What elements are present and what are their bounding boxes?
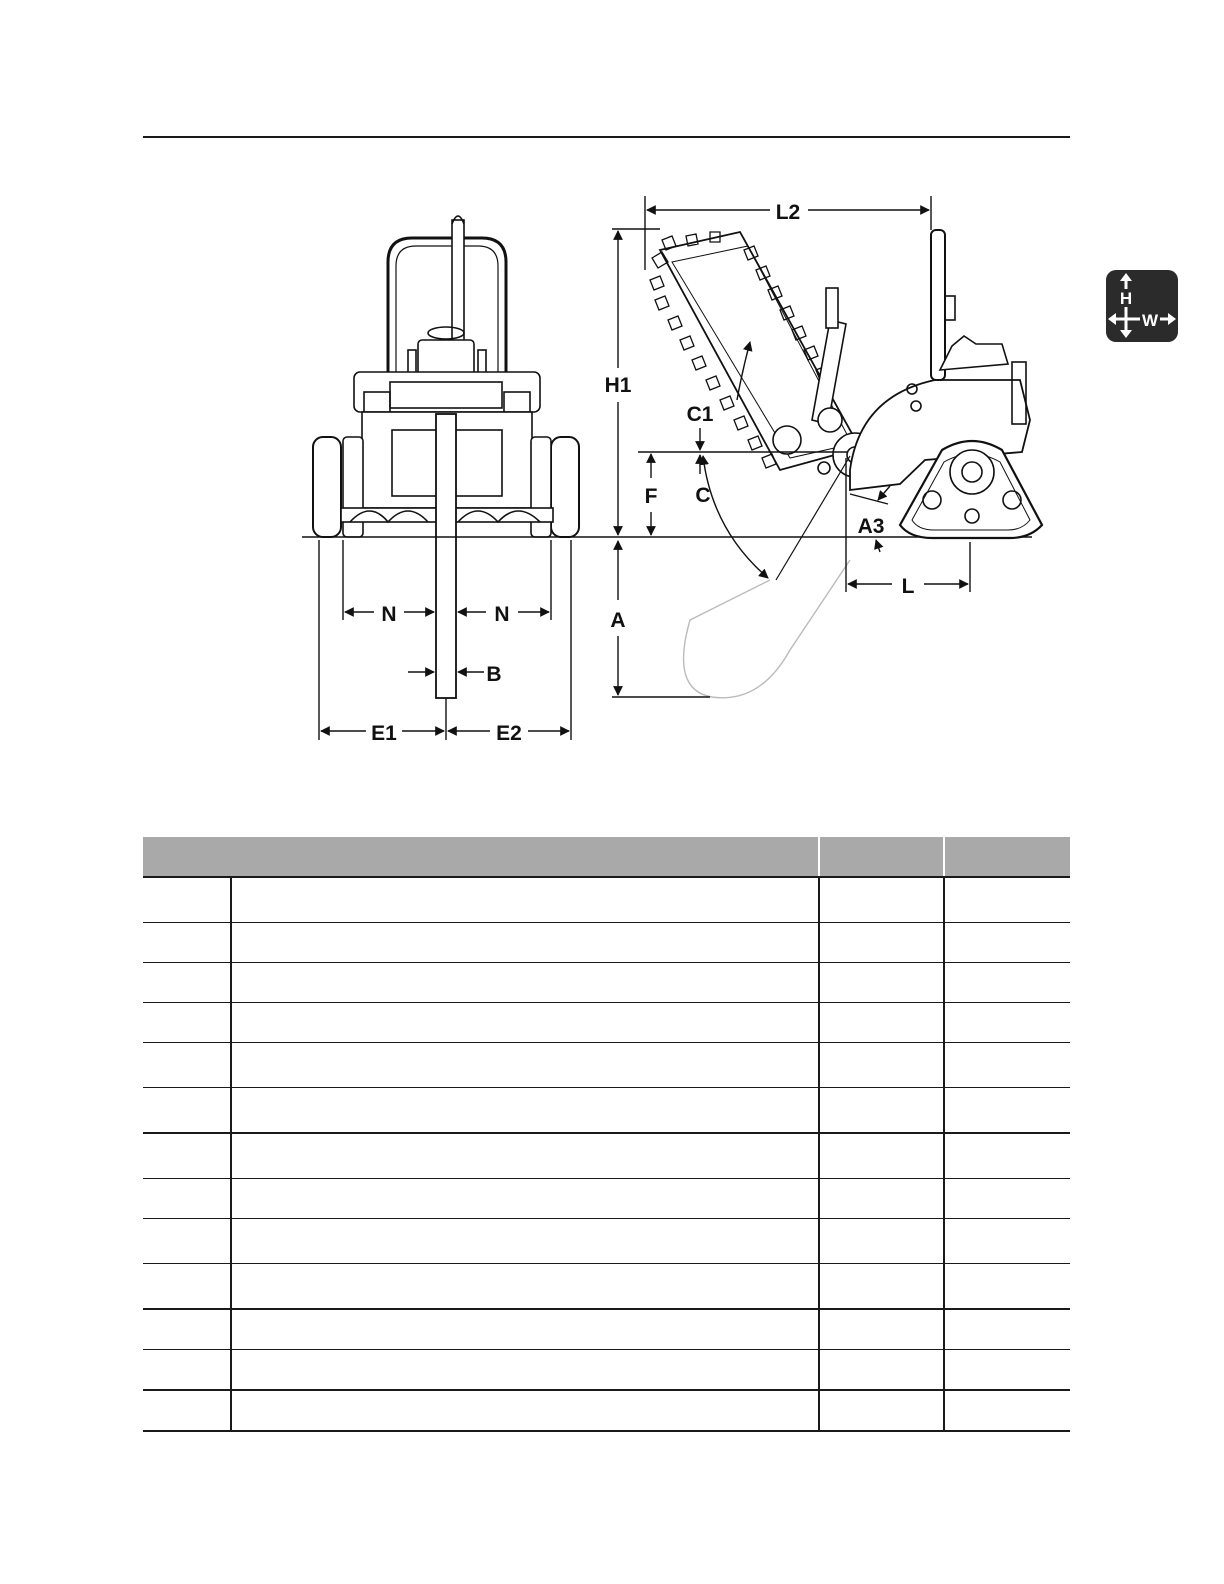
cell-description bbox=[231, 1133, 819, 1179]
label-h1: H1 bbox=[604, 374, 632, 397]
label-l2: L2 bbox=[775, 201, 801, 224]
cell-code bbox=[143, 923, 231, 963]
cell-value-2 bbox=[944, 963, 1070, 1003]
cell-value-2 bbox=[944, 1133, 1070, 1179]
table-row bbox=[143, 923, 1070, 963]
label-e2: E2 bbox=[496, 722, 522, 745]
cell-value-1 bbox=[819, 1390, 944, 1431]
width-letter: W bbox=[1141, 311, 1159, 330]
table-row bbox=[143, 1219, 1070, 1264]
table-row bbox=[143, 1390, 1070, 1431]
cell-description bbox=[231, 877, 819, 923]
cell-value-1 bbox=[819, 1309, 944, 1350]
label-a3: A3 bbox=[857, 515, 885, 538]
cell-value-2 bbox=[944, 1264, 1070, 1310]
cell-code bbox=[143, 1350, 231, 1391]
cell-description bbox=[231, 1088, 819, 1134]
label-c1: C1 bbox=[686, 403, 714, 426]
cell-value-1 bbox=[819, 1264, 944, 1310]
table-row bbox=[143, 1264, 1070, 1310]
specifications-table bbox=[143, 837, 1070, 1432]
table-row bbox=[143, 1088, 1070, 1134]
cell-code bbox=[143, 1088, 231, 1134]
cell-description bbox=[231, 1390, 819, 1431]
cell-code bbox=[143, 1043, 231, 1088]
cell-value-1 bbox=[819, 877, 944, 923]
table-row bbox=[143, 1133, 1070, 1179]
cell-value-1 bbox=[819, 1179, 944, 1219]
cell-value-1 bbox=[819, 1219, 944, 1264]
cell-description bbox=[231, 1043, 819, 1088]
label-f: F bbox=[644, 485, 658, 508]
cell-code bbox=[143, 877, 231, 923]
table-row bbox=[143, 1003, 1070, 1043]
label-e1: E1 bbox=[371, 722, 397, 745]
cell-value-1 bbox=[819, 923, 944, 963]
cell-value-2 bbox=[944, 1179, 1070, 1219]
cell-code bbox=[143, 1133, 231, 1179]
cell-value-2 bbox=[944, 1043, 1070, 1088]
label-c: C bbox=[695, 484, 711, 507]
cell-value-1 bbox=[819, 1088, 944, 1134]
cell-description bbox=[231, 963, 819, 1003]
cell-code bbox=[143, 1179, 231, 1219]
cell-description bbox=[231, 1179, 819, 1219]
header-item bbox=[143, 837, 819, 877]
label-a: A bbox=[610, 609, 626, 632]
table-row bbox=[143, 1350, 1070, 1391]
cell-code bbox=[143, 1390, 231, 1431]
header-value-1 bbox=[819, 837, 944, 877]
cell-description bbox=[231, 923, 819, 963]
label-l: L bbox=[901, 575, 915, 598]
table-row bbox=[143, 1179, 1070, 1219]
table-row bbox=[143, 877, 1070, 923]
front-view-machine bbox=[313, 216, 579, 698]
cell-value-1 bbox=[819, 963, 944, 1003]
cell-value-2 bbox=[944, 1350, 1070, 1391]
cell-code bbox=[143, 963, 231, 1003]
table-row bbox=[143, 1043, 1070, 1088]
table-row bbox=[143, 963, 1070, 1003]
cell-value-2 bbox=[944, 1088, 1070, 1134]
cell-value-1 bbox=[819, 1133, 944, 1179]
table-header-row bbox=[143, 837, 1070, 877]
cell-value-1 bbox=[819, 1043, 944, 1088]
table-row bbox=[143, 1309, 1070, 1350]
cell-description bbox=[231, 1264, 819, 1310]
cell-value-1 bbox=[819, 1350, 944, 1391]
cell-description bbox=[231, 1350, 819, 1391]
cell-code bbox=[143, 1003, 231, 1043]
label-b: B bbox=[486, 663, 502, 686]
cell-value-1 bbox=[819, 1003, 944, 1043]
cell-value-2 bbox=[944, 1390, 1070, 1431]
label-n-right: N bbox=[494, 603, 510, 626]
cell-description bbox=[231, 1309, 819, 1350]
cell-value-2 bbox=[944, 1309, 1070, 1350]
cell-value-2 bbox=[944, 923, 1070, 963]
height-letter: H bbox=[1119, 289, 1133, 308]
cell-description bbox=[231, 1003, 819, 1043]
cell-code bbox=[143, 1219, 231, 1264]
cell-code bbox=[143, 1264, 231, 1310]
cell-value-2 bbox=[944, 1219, 1070, 1264]
cell-value-2 bbox=[944, 1003, 1070, 1043]
cell-description bbox=[231, 1219, 819, 1264]
label-n-left: N bbox=[381, 603, 397, 626]
cell-code bbox=[143, 1309, 231, 1350]
cell-value-2 bbox=[944, 877, 1070, 923]
header-value-2 bbox=[944, 837, 1070, 877]
